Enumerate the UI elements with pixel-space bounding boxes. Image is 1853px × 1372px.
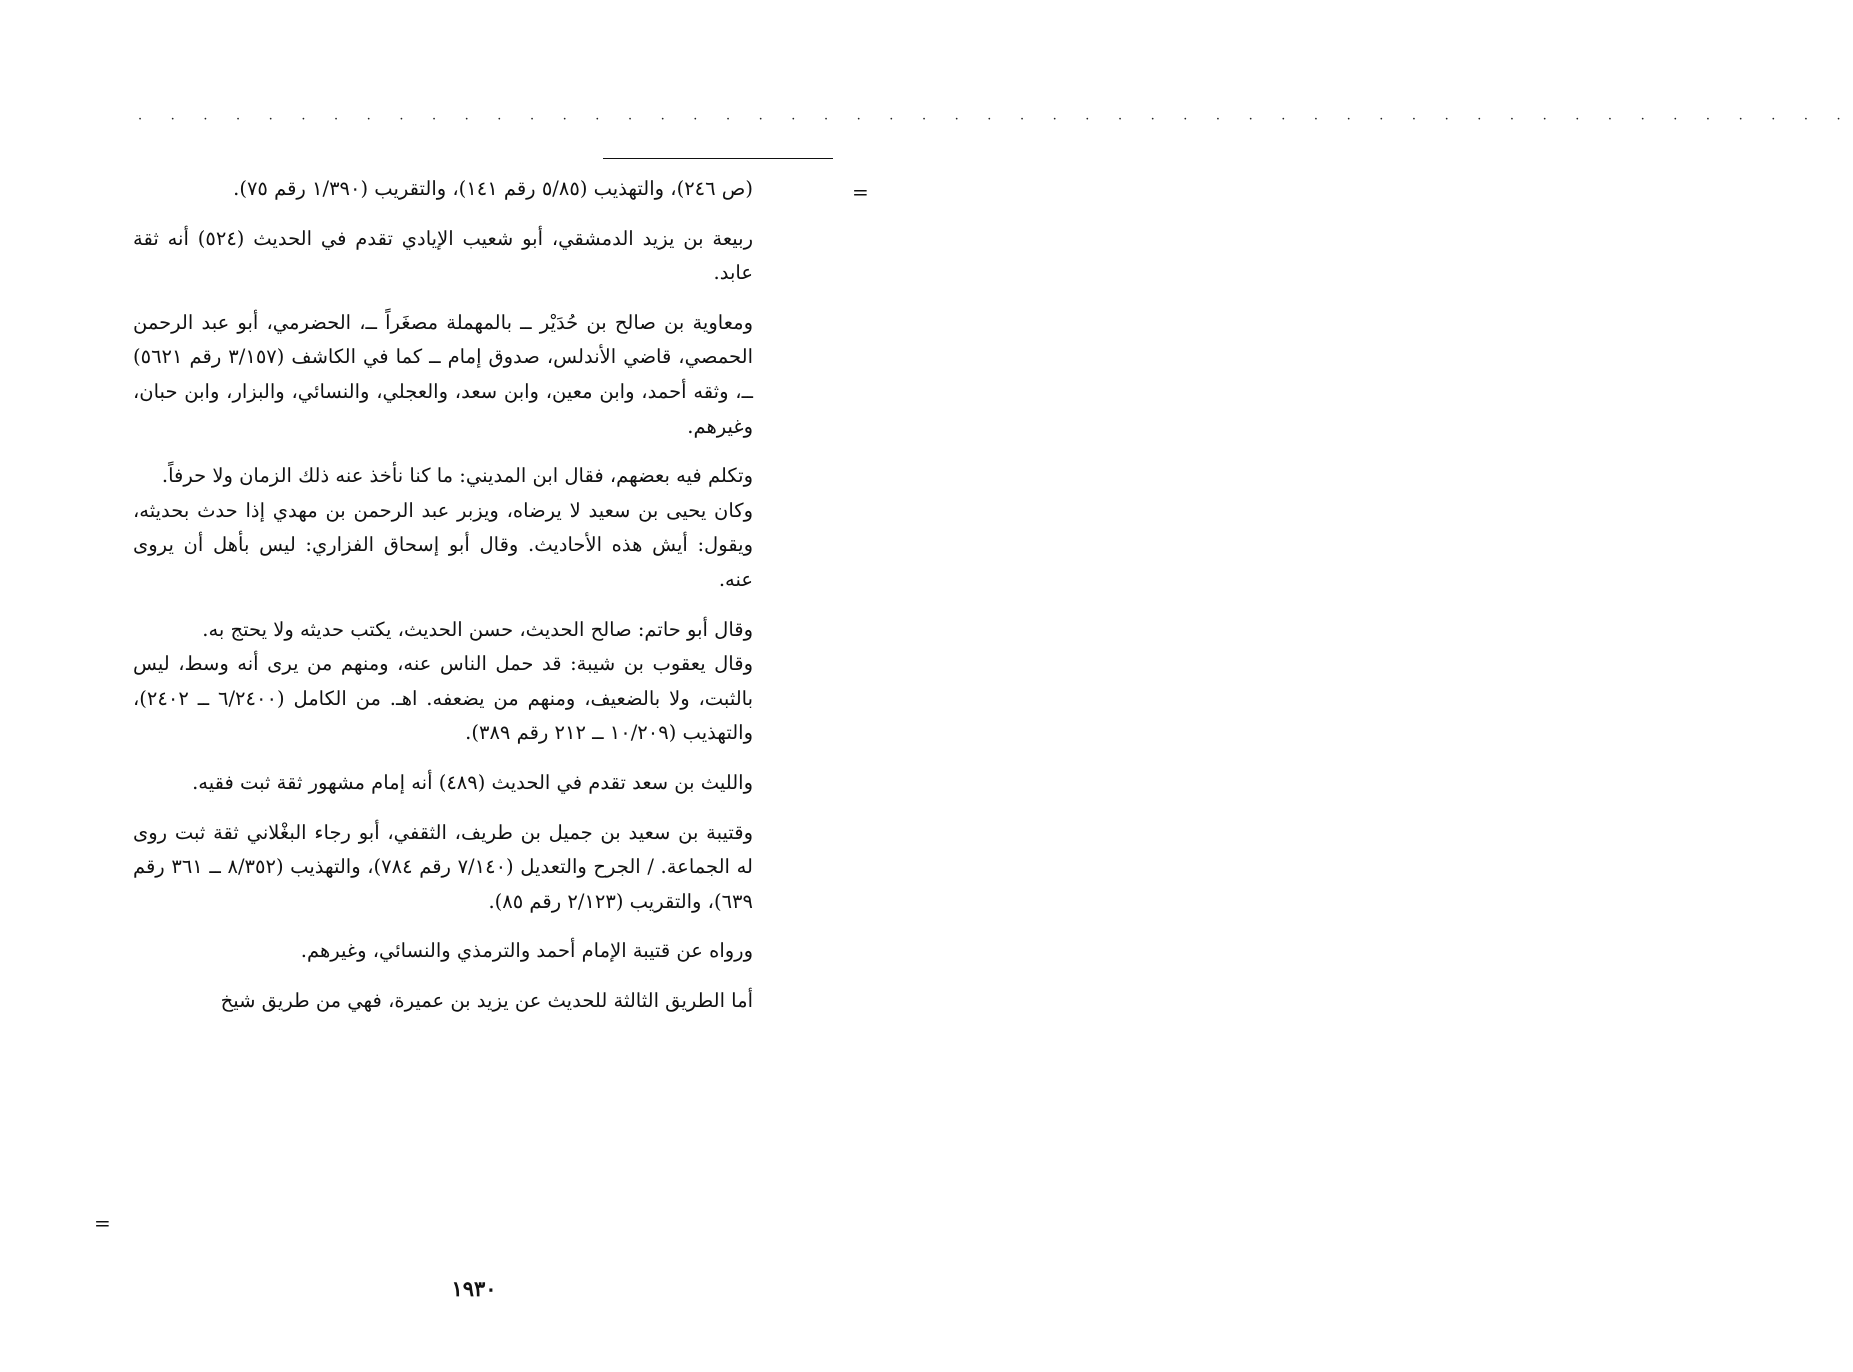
footnote-text-block — [133, 172, 753, 1033]
footnote-separator-rule — [603, 158, 833, 159]
continuation-mark-bottom: = — [94, 1211, 111, 1235]
paragraph: ومعاوية بن صالح بن حُدَيْر ــ بالمهملة مصغَراً ــ، الحضرمي، أبو عبد الرحمن الحمصي، قاضي الأندلس، صدوق إمام ــ كما في الكاشف (٣/١٥٧ رقم ٥٦٢١) ــ، وثقه أحمد، وابن معين، وابن سعد، والعجلي، والنسائي، والبزار، وابن حبان، وغيرهم. — [133, 310, 753, 438]
page-number: ١٩٣٠ — [451, 1276, 497, 1301]
paragraph: وقال يعقوب بن شيبة: قد حمل الناس عنه، ومنهم من يرى أنه وسط، ليس بالثبت، ولا بالضعيف، ومنهم من يضعفه. اهـ. من الكامل (٦/٢٤٠٠ ــ ٢٤٠٢)، والتهذيب (١٠/٢٠٩ ــ ٢١٢ رقم ٣٨٩). — [133, 652, 754, 745]
paragraph: أما الطريق الثالثة للحديث عن يزيد بن عميرة، فهي من طريق شيخ — [220, 988, 753, 1012]
header-dotted-line: · · · · · · · · · · · · · · · · · · · · · · · · · · · · · · · · · · · · · · · · · · · · · · · · · · · · · — [138, 112, 1853, 127]
paragraph: والليث بن سعد تقدم في الحديث (٤٨٩) أنه إمام مشهور ثقة ثبت فقيه. — [192, 770, 753, 794]
paragraph: ورواه عن قتيبة الإمام أحمد والترمذي والنسائي، وغيرهم. — [300, 939, 753, 963]
continuation-mark-top: = — [852, 180, 869, 204]
paragraph: وقال أبو حاتم: صالح الحديث، حسن الحديث، يكتب حديثه ولا يحتج به. — [202, 617, 753, 641]
paragraph: وتكلم فيه بعضهم، فقال ابن المديني: ما كنا نأخذ عنه ذلك الزمان ولا حرفاً. — [161, 464, 753, 488]
paragraph: وقتيبة بن سعيد بن جميل بن طريف، الثقفي، أبو رجاء البغْلاني ثقة ثبت روى له الجماعة. / الجرح والتعديل (٧/١٤٠ رقم ٧٨٤)، والتهذيب (٨/٣٥٢ ــ ٣٦١ رقم ٦٣٩)، والتقريب (٢/١٢٣ رقم ٨٥). — [133, 820, 754, 913]
paragraph: وكان يحيى بن سعيد لا يرضاه، ويزبر عبد الرحمن بن مهدي إذا حدث بحديثه، ويقول: أيش هذه الأحاديث. وقال أبو إسحاق الفزاري: ليس بأهل أن يروى عنه. — [133, 498, 753, 591]
paragraph: ربيعة بن يزيد الدمشقي، أبو شعيب الإيادي تقدم في الحديث (٥٢٤) أنه ثقة عابد. — [133, 226, 753, 285]
paragraph: (ص ٢٤٦)، والتهذيب (٥/٨٥ رقم ١٤١)، والتقريب (١/٣٩٠ رقم ٧٥). — [233, 177, 753, 200]
